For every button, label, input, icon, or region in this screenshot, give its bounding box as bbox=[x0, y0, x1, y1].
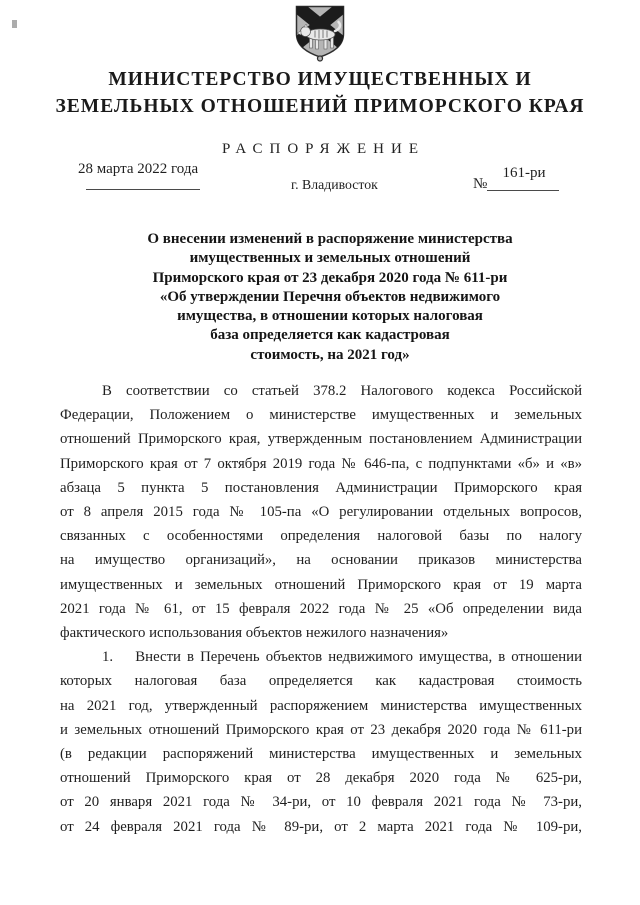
body-line: которых налоговая база определяется как кадастровая стоимость bbox=[60, 673, 582, 690]
body-line: отношений Приморского края от 28 декабря 2020 года № 625-ри, bbox=[60, 770, 582, 787]
body-line: В соответствии со статьей 378.2 Налогового кодекса Российской bbox=[102, 383, 582, 399]
body-line: на 2021 год, утвержденный распоряжением министерства имущественных bbox=[60, 697, 582, 714]
document-type-heading: РАСПОРЯЖЕНИЕ bbox=[221, 141, 425, 157]
scan-artifact-mark bbox=[12, 20, 17, 28]
number-sign: № bbox=[473, 176, 488, 192]
paragraph-intro bbox=[60, 379, 582, 645]
document-title bbox=[22, 230, 638, 365]
ministry-name-line: МИНИСТЕРСТВО ИМУЩЕСТВЕННЫХ И bbox=[108, 69, 532, 90]
document-title-line: «Об утверждении Перечня объектов недвижимого bbox=[159, 288, 501, 305]
body-line: (в редакции распоряжений министерства имущественных и земельных bbox=[60, 746, 582, 763]
body-line: 2021 года № 61, от 15 февраля 2022 года № 25 «Об определении вида bbox=[60, 600, 582, 617]
document-number: 161-ри bbox=[502, 165, 546, 181]
body-line: от 20 января 2021 года № 34-ри, от 10 февраля 2021 года № 73-ри, bbox=[60, 794, 582, 811]
body-line: связанных с особенностями определения налоговой базы по налогу bbox=[60, 528, 582, 545]
body-line: имущественных и земельных отношений Приморского края от 19 марта bbox=[60, 576, 582, 593]
issue-city: г. Владивосток bbox=[291, 177, 378, 192]
document-title-line: имущественных и земельных отношений bbox=[189, 250, 471, 267]
document-title-line: имущества, в отношении которых налоговая bbox=[177, 308, 483, 325]
body-line: Федерации, Положением о министерстве имущественных и земельных bbox=[60, 407, 582, 424]
body-line: Приморского края от 7 октября 2019 года № 646-па, с подпунктами «б» и «в» bbox=[60, 455, 582, 472]
body-line: от 8 апреля 2015 года № 105-па «О регулировании отдельных вопросов, bbox=[60, 504, 582, 521]
paragraph-item-1 bbox=[60, 645, 582, 839]
body-line: и земельных отношений Приморского края от 23 декабря 2020 года № 611-ри bbox=[60, 721, 582, 738]
body-line: 1. Внести в Перечень объектов недвижимого имущества, в отношении bbox=[102, 649, 582, 666]
document-title-line: база определяется как кадастровая bbox=[210, 327, 450, 344]
number-underline bbox=[487, 190, 559, 191]
document-title-line: Приморского края от 23 декабря 2020 года № 611-ри bbox=[152, 269, 508, 286]
document-body bbox=[60, 379, 582, 839]
document-meta-row bbox=[0, 158, 640, 218]
body-line: отношений Приморского края, утвержденным постановлением Администрации bbox=[60, 431, 582, 448]
body-line: от 24 февраля 2021 года № 89-ри, от 2 марта 2021 года № 109-ри, bbox=[60, 818, 582, 835]
body-line: на имущество организаций», на основании приказов министерства bbox=[60, 552, 582, 569]
ministry-name bbox=[0, 66, 640, 120]
body-line: абзаца 5 пункта 5 постановления Администрации Приморского края bbox=[60, 479, 582, 496]
coat-of-arms-icon bbox=[293, 4, 347, 62]
document-title-line: стоимость, на 2021 год» bbox=[250, 346, 410, 363]
date-underline bbox=[86, 189, 200, 190]
body-line: фактического использования объектов нежилого назначения» bbox=[60, 625, 449, 642]
ministry-name-line: ЗЕМЕЛЬНЫХ ОТНОШЕНИЙ ПРИМОРСКОГО КРАЯ bbox=[55, 96, 585, 117]
document-title-line: О внесении изменений в распоряжение министерства bbox=[147, 231, 513, 247]
issue-date: 28 марта 2022 года bbox=[78, 161, 199, 177]
